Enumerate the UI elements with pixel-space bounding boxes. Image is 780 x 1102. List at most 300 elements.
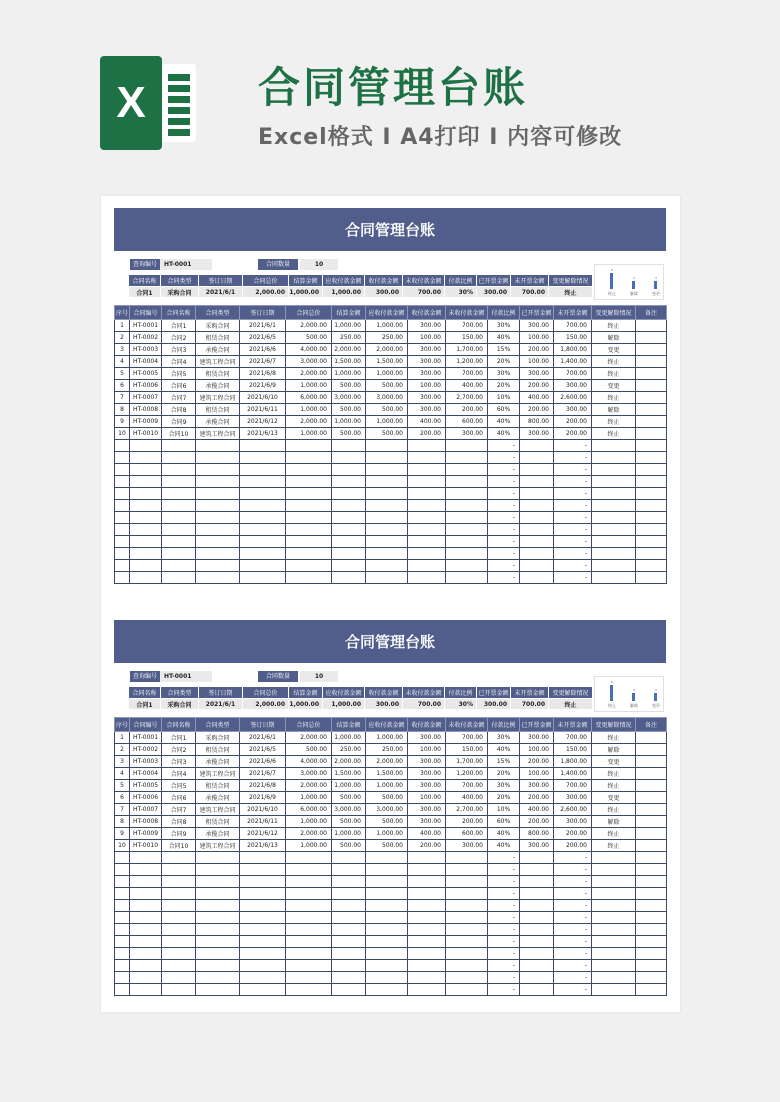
table-cell [130, 488, 162, 500]
table-cell [196, 864, 240, 876]
chart-bar-label: 变更 [652, 703, 660, 708]
table-cell [592, 888, 636, 900]
table-cell: 500.00 [332, 816, 366, 828]
table-cell: 承揽合同 [196, 756, 240, 768]
table-cell: 合同9 [162, 416, 196, 428]
table-row [115, 960, 667, 972]
table-cell: 2 [115, 332, 130, 344]
table-cell [196, 500, 240, 512]
table-cell: 合同8 [162, 816, 196, 828]
table-cell: 变更 [592, 380, 636, 392]
table-cell: 500.00 [332, 428, 366, 440]
table-row [115, 756, 667, 768]
table-cell [332, 876, 366, 888]
table-cell [240, 888, 286, 900]
summary-cell: 300.00 [365, 287, 403, 298]
table-cell: 终止 [592, 416, 636, 428]
table-cell: - [554, 512, 592, 524]
table-cell [286, 984, 332, 996]
sheet-banner: 合同管理台账 [114, 208, 666, 251]
table-cell: 9 [115, 828, 130, 840]
table-cell: 6 [115, 792, 130, 804]
table-cell [366, 972, 408, 984]
table-cell [162, 960, 196, 972]
ledger-sheet [114, 208, 666, 581]
table-cell: - [488, 888, 520, 900]
table-cell [286, 464, 332, 476]
table-cell: 100.00 [408, 792, 446, 804]
table-cell [240, 924, 286, 936]
table-cell: 20% [488, 792, 520, 804]
table-cell [520, 524, 554, 536]
table-row [115, 732, 667, 744]
table-cell: 合同2 [162, 744, 196, 756]
table-cell [366, 960, 408, 972]
table-row [115, 876, 667, 888]
table-cell: 700.00 [446, 320, 488, 332]
table-cell [240, 452, 286, 464]
table-cell [332, 524, 366, 536]
table-cell [592, 548, 636, 560]
table-cell: 700.00 [446, 732, 488, 744]
table-cell [636, 320, 667, 332]
table-row [115, 536, 667, 548]
table-cell: 租赁合同 [196, 816, 240, 828]
table-cell: HT-0006 [130, 380, 162, 392]
summary-cell: 2,000.00 [243, 699, 289, 710]
table-cell: - [554, 924, 592, 936]
table-cell [446, 548, 488, 560]
table-cell [162, 488, 196, 500]
table-cell: HT-0008 [130, 816, 162, 828]
table-cell: 合同7 [162, 804, 196, 816]
query-input[interactable]: HT-0001 [160, 259, 212, 270]
table-cell: 2,000.00 [366, 756, 408, 768]
table-cell: 合同5 [162, 368, 196, 380]
table-row [115, 356, 667, 368]
table-cell: 2021/6/7 [240, 356, 286, 368]
table-header: 合同类型 [196, 718, 240, 732]
table-cell [636, 936, 667, 948]
table-cell: 300.00 [408, 344, 446, 356]
table-cell: 300.00 [554, 404, 592, 416]
summary-cell: 合同1 [129, 699, 161, 710]
table-cell: 20% [488, 380, 520, 392]
table-cell: 40% [488, 828, 520, 840]
table-cell [162, 900, 196, 912]
summary-cell: 合同1 [129, 287, 161, 298]
summary-header: 已开票金额 [477, 687, 511, 699]
table-cell [240, 464, 286, 476]
table-cell: 400.00 [520, 392, 554, 404]
table-cell [332, 452, 366, 464]
table-cell [592, 912, 636, 924]
table-cell [162, 560, 196, 572]
table-cell [115, 852, 130, 864]
table-cell: - [554, 452, 592, 464]
table-cell [408, 924, 446, 936]
table-cell [332, 572, 366, 584]
table-cell: 1 [115, 732, 130, 744]
table-cell: 500.00 [366, 792, 408, 804]
table-cell: 合同9 [162, 828, 196, 840]
table-cell [162, 948, 196, 960]
table-cell [196, 536, 240, 548]
query-input[interactable]: HT-0001 [160, 671, 212, 682]
table-cell: 合同2 [162, 332, 196, 344]
table-cell: 1,500.00 [332, 768, 366, 780]
table-cell [240, 972, 286, 984]
table-cell: 合同4 [162, 356, 196, 368]
table-cell [286, 900, 332, 912]
table-cell [446, 464, 488, 476]
table-cell [592, 900, 636, 912]
table-cell: - [554, 560, 592, 572]
table-row [115, 792, 667, 804]
summary-header: 未开票金额 [511, 687, 549, 699]
table-cell [286, 548, 332, 560]
table-cell: 700.00 [554, 368, 592, 380]
table-cell [286, 876, 332, 888]
table-cell: 600.00 [446, 828, 488, 840]
table-cell: 300.00 [520, 780, 554, 792]
table-cell: - [488, 972, 520, 984]
table-cell [636, 948, 667, 960]
table-cell [162, 440, 196, 452]
table-cell [408, 960, 446, 972]
table-cell [286, 936, 332, 948]
table-cell: 2,000.00 [332, 756, 366, 768]
table-cell: - [554, 948, 592, 960]
table-row [115, 320, 667, 332]
table-cell: 100.00 [520, 356, 554, 368]
table-cell [446, 948, 488, 960]
table-cell [130, 876, 162, 888]
table-cell [636, 852, 667, 864]
table-cell [446, 864, 488, 876]
table-cell [115, 548, 130, 560]
chart-bar [632, 693, 635, 701]
table-cell: 15% [488, 756, 520, 768]
table-cell: 500.00 [332, 840, 366, 852]
table-row [115, 512, 667, 524]
table-cell [366, 476, 408, 488]
table-cell: 2,000.00 [286, 828, 332, 840]
table-cell [286, 440, 332, 452]
table-cell [240, 500, 286, 512]
table-cell [130, 476, 162, 488]
table-cell [636, 840, 667, 852]
table-cell: 60% [488, 404, 520, 416]
table-cell: 变更 [592, 792, 636, 804]
table-cell [636, 428, 667, 440]
table-cell: - [554, 888, 592, 900]
table-cell: 1,700.00 [446, 344, 488, 356]
table-row [115, 840, 667, 852]
table-cell [636, 984, 667, 996]
table-cell [115, 924, 130, 936]
table-cell [366, 452, 408, 464]
table-cell [332, 960, 366, 972]
table-cell: 150.00 [446, 332, 488, 344]
table-cell: 1,000.00 [286, 792, 332, 804]
table-cell [520, 984, 554, 996]
table-cell [162, 512, 196, 524]
table-cell: - [554, 572, 592, 584]
table-cell: 合同6 [162, 792, 196, 804]
table-cell: 1,000.00 [332, 320, 366, 332]
table-cell: 8 [115, 404, 130, 416]
table-cell [636, 476, 667, 488]
table-cell [636, 560, 667, 572]
table-cell: 300.00 [446, 428, 488, 440]
table-header: 未开票金额 [554, 306, 592, 320]
table-cell: 3 [115, 344, 130, 356]
table-row [115, 780, 667, 792]
table-cell [636, 332, 667, 344]
table-cell: HT-0007 [130, 392, 162, 404]
table-cell: 200.00 [520, 404, 554, 416]
table-cell: 2021/6/9 [240, 792, 286, 804]
table-row [115, 572, 667, 584]
summary-header: 合同总价 [243, 687, 289, 699]
table-cell [115, 876, 130, 888]
table-cell [196, 900, 240, 912]
table-cell [446, 912, 488, 924]
table-cell [162, 524, 196, 536]
table-cell: 10% [488, 392, 520, 404]
table-cell: - [554, 972, 592, 984]
table-cell [592, 984, 636, 996]
count-label: 合同数量 [258, 671, 298, 682]
table-cell [162, 888, 196, 900]
table-cell: 2,700.00 [446, 392, 488, 404]
table-cell: 1,000.00 [286, 816, 332, 828]
table-cell [332, 984, 366, 996]
table-cell: 变更 [592, 344, 636, 356]
table-row [115, 924, 667, 936]
table-cell: 5 [115, 780, 130, 792]
table-cell: - [554, 960, 592, 972]
table-cell [130, 548, 162, 560]
summary-cell: 30% [445, 699, 477, 710]
chart-bar-value: 6 [611, 268, 613, 272]
table-header: 备注 [636, 306, 667, 320]
table-cell: 终止 [592, 780, 636, 792]
table-cell: 300.00 [520, 320, 554, 332]
table-cell: HT-0009 [130, 416, 162, 428]
table-cell: 20% [488, 356, 520, 368]
table-cell: 1,000.00 [286, 380, 332, 392]
table-cell [366, 888, 408, 900]
table-cell: 3,000.00 [286, 356, 332, 368]
summary-cell: 终止 [549, 699, 593, 710]
table-cell [332, 912, 366, 924]
table-cell: 300.00 [408, 780, 446, 792]
table-cell [636, 512, 667, 524]
table-cell [286, 972, 332, 984]
table-cell: - [554, 984, 592, 996]
table-cell [130, 924, 162, 936]
table-cell [366, 912, 408, 924]
table-cell: 合同4 [162, 768, 196, 780]
table-cell [286, 864, 332, 876]
table-header: 变更解除情况 [592, 718, 636, 732]
table-header: 结算金额 [332, 306, 366, 320]
table-cell: 250.00 [332, 744, 366, 756]
table-cell [636, 792, 667, 804]
table-cell [366, 440, 408, 452]
table-cell [446, 972, 488, 984]
table-cell [520, 924, 554, 936]
table-row [115, 392, 667, 404]
table-cell: 100.00 [520, 768, 554, 780]
summary-cell: 2021/6/1 [199, 699, 243, 710]
table-cell: 1,000.00 [366, 732, 408, 744]
table-cell [130, 852, 162, 864]
table-cell: - [554, 876, 592, 888]
table-cell [286, 536, 332, 548]
table-header: 收付款金额 [408, 718, 446, 732]
table-cell [366, 464, 408, 476]
table-cell [162, 924, 196, 936]
table-cell [636, 392, 667, 404]
table-cell: 200.00 [446, 816, 488, 828]
table-cell [366, 864, 408, 876]
table-header: 变更解除情况 [592, 306, 636, 320]
table-row [115, 368, 667, 380]
table-cell: HT-0010 [130, 428, 162, 440]
table-cell: 1,800.00 [554, 344, 592, 356]
ledger-table [114, 305, 667, 584]
table-cell [286, 888, 332, 900]
table-cell: 300.00 [408, 732, 446, 744]
table-cell [446, 924, 488, 936]
table-row [115, 828, 667, 840]
table-cell [636, 380, 667, 392]
table-cell [446, 572, 488, 584]
table-cell: - [554, 488, 592, 500]
table-row [115, 332, 667, 344]
table-cell: 2021/6/10 [240, 392, 286, 404]
table-cell [636, 972, 667, 984]
table-cell: 500.00 [332, 380, 366, 392]
table-cell: HT-0010 [130, 840, 162, 852]
table-cell: 40% [488, 744, 520, 756]
table-cell: 变更 [592, 756, 636, 768]
table-cell: - [488, 960, 520, 972]
table-cell: 建筑工程合同 [196, 392, 240, 404]
table-cell: 建筑工程合同 [196, 428, 240, 440]
table-cell [240, 440, 286, 452]
table-cell [446, 876, 488, 888]
table-row [115, 464, 667, 476]
table-cell [520, 548, 554, 560]
table-cell [636, 876, 667, 888]
table-header: 结算金额 [332, 718, 366, 732]
summary-header: 结算金额 [289, 275, 323, 287]
query-label: 查询编号 [130, 259, 160, 270]
table-cell [592, 948, 636, 960]
table-header: 应收付款金额 [366, 306, 408, 320]
table-cell [636, 500, 667, 512]
table-cell [592, 500, 636, 512]
table-cell [636, 900, 667, 912]
table-cell [592, 440, 636, 452]
table-cell [636, 356, 667, 368]
table-cell [196, 512, 240, 524]
table-cell: - [554, 536, 592, 548]
table-cell: 2,000.00 [366, 344, 408, 356]
table-cell [592, 512, 636, 524]
table-cell: 300.00 [408, 368, 446, 380]
table-cell [130, 500, 162, 512]
table-cell: 800.00 [520, 828, 554, 840]
table-cell: - [488, 500, 520, 512]
table-cell: 150.00 [446, 744, 488, 756]
table-cell: 合同7 [162, 392, 196, 404]
table-cell: HT-0001 [130, 320, 162, 332]
summary-cell: 2,000.00 [243, 287, 289, 298]
table-cell: 合同10 [162, 428, 196, 440]
table-cell [366, 936, 408, 948]
table-cell [520, 852, 554, 864]
table-cell: - [554, 936, 592, 948]
table-cell: - [488, 852, 520, 864]
table-cell: 租赁合同 [196, 368, 240, 380]
table-row [115, 380, 667, 392]
table-row [115, 972, 667, 984]
table-header: 已开票金额 [520, 718, 554, 732]
mini-bar-chart [594, 264, 664, 300]
table-cell [162, 536, 196, 548]
table-cell [196, 948, 240, 960]
table-cell [636, 912, 667, 924]
table-cell [162, 500, 196, 512]
table-cell: 6,000.00 [286, 392, 332, 404]
table-cell [115, 912, 130, 924]
table-cell: 500.00 [366, 428, 408, 440]
table-cell [162, 876, 196, 888]
table-cell: 9 [115, 416, 130, 428]
table-cell: 4 [115, 356, 130, 368]
table-cell [366, 876, 408, 888]
table-cell: 采购合同 [196, 320, 240, 332]
table-cell: - [488, 984, 520, 996]
table-cell: 400.00 [408, 416, 446, 428]
table-cell [592, 972, 636, 984]
table-cell: 终止 [592, 392, 636, 404]
table-cell [162, 852, 196, 864]
summary-cell: 300.00 [365, 699, 403, 710]
table-cell [636, 572, 667, 584]
table-cell: 700.00 [554, 732, 592, 744]
table-cell: HT-0001 [130, 732, 162, 744]
table-cell: 终止 [592, 320, 636, 332]
table-row [115, 476, 667, 488]
table-row [115, 548, 667, 560]
table-cell: 1,500.00 [366, 768, 408, 780]
chart-bar [632, 281, 635, 289]
table-cell: 100.00 [408, 744, 446, 756]
summary-cell: 1,000.00 [323, 287, 365, 298]
table-cell: 1,000.00 [332, 368, 366, 380]
count-value: 10 [300, 259, 338, 270]
table-cell: 400.00 [446, 380, 488, 392]
table-row [115, 912, 667, 924]
table-cell: 100.00 [408, 332, 446, 344]
table-cell: 2021/6/5 [240, 332, 286, 344]
